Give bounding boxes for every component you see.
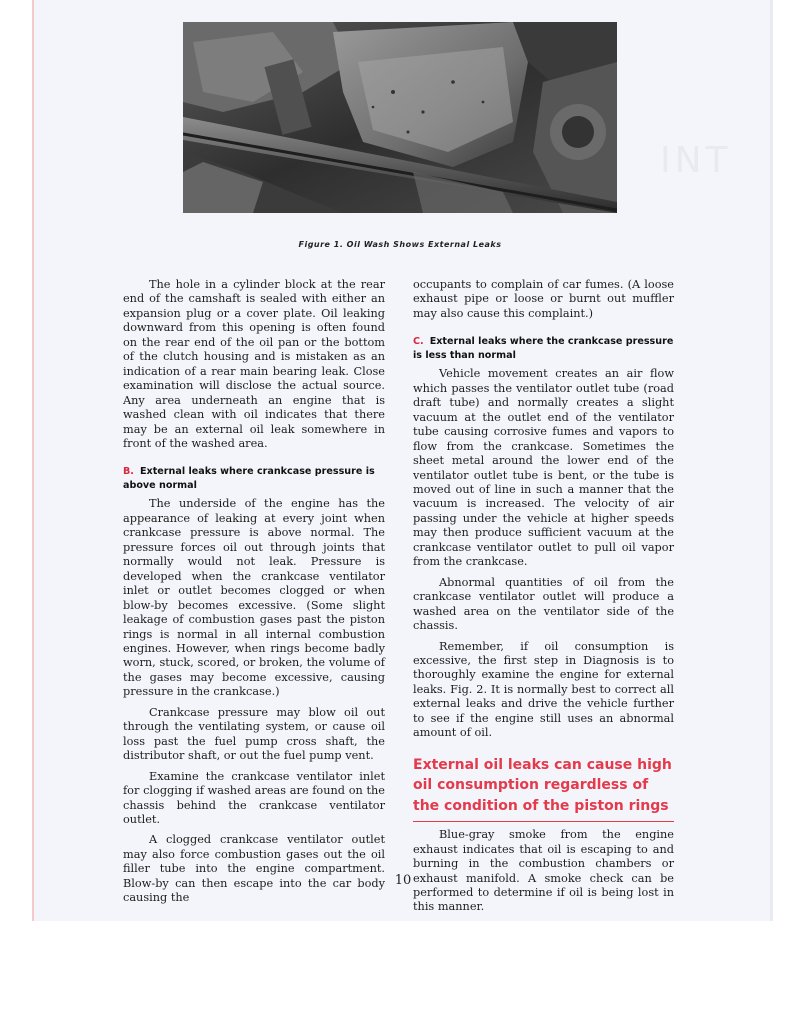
engine-oil-pan-photo	[183, 22, 617, 213]
feature-heading: External oil leaks can cause high oil consumption regardless of the condition of the piston rings	[413, 755, 674, 823]
section-heading-text: External leaks where crankcase pressure is above normal	[123, 466, 375, 492]
figure-caption: Figure 1. Oil Wash Shows External Leaks	[298, 240, 502, 249]
section-heading-text: External leaks where the crankcase pressure is less than normal	[413, 336, 674, 362]
left-column	[123, 278, 385, 912]
body-paragraph: Examine the crankcase ventilator inlet for clogging if washed areas are found on the chassis behind the crankcase ventilator outlet.	[123, 769, 385, 826]
body-paragraph: Blue-gray smoke from the engine exhaust indicates that oil is escaping to and burning in the combustion chambers or exhaust manifold. A smoke check can be performed to determine if oil is being lost in this manner.	[413, 828, 674, 914]
body-paragraph: occupants to complain of car fumes. (A loose exhaust pipe or loose or burnt out muffler may also cause this complaint.)	[413, 278, 674, 320]
section-b-heading	[123, 465, 385, 493]
body-paragraph: Remember, if oil consumption is excessive, the first step in Diagnosis is to thoroughly examine the engine for external leaks. Fig. 2. It is normally best to correct all external leaks and drive the vehicle further to see if the engine still uses an abnormal amount of oil.	[413, 639, 674, 740]
body-paragraph: Crankcase pressure may blow oil out through the ventilating system, or cause oil loss past the fuel pump cross shaft, the distributor shaft, or out the fuel pump vent.	[123, 705, 385, 763]
body-paragraph: The hole in a cylinder block at the rear end of the camshaft is sealed with either an expansion plug or a cover plate. Oil leaking downward from this opening is often found on the rear end of the oil pan or the bottom of the clutch housing and is mistaken as an indication of a rear main bearing leak. Close examination will disclose the actual source. Any area underneath an engine that is washed clean with oil indicates that there may be an external oil leak somewhere in front of the washed area.	[123, 278, 385, 450]
body-paragraph: A clogged crankcase ventilator outlet may also force combustion gases out the oil filler tube into the engine compartment. Blow-by can then escape into the car body causing the	[123, 833, 385, 905]
bleed-through-text: INT	[660, 140, 732, 181]
section-letter: B.	[123, 466, 134, 478]
section-c-heading	[413, 335, 674, 363]
section-letter: C.	[413, 336, 424, 348]
body-paragraph: Abnormal quantities of oil from the crankcase ventilator outlet will produce a washed area on the ventilator side of the chassis.	[413, 575, 674, 633]
body-paragraph: Vehicle movement creates an air flow which passes the ventilator outlet tube (road draft tube) and normally creates a slight vacuum at the outlet end of the ventilator tube causing corrosive fumes and vapors to flow from the crankcase. Sometimes the sheet metal around the lower end of the ventilator outlet tube is bent, or the tube is moved out of line in such a manner that the vacuum is increased. The velocity of air passing under the vehicle at higher speeds may then produce sufficient vacuum at the crankcase ventilator outlet to pull oil vapor from the crankcase.	[413, 367, 674, 569]
body-paragraph: The underside of the engine has the appearance of leaking at every joint when crankcase pressure is above normal. The pressure forces oil out through joints that normally would not leak. Pressure is developed when the crankcase ventilator inlet or outlet becomes clogged or when blow-by becomes excessive. (Some slight leakage of combustion gases past the piston rings is normal in all internal combustion engines. However, when rings become badly worn, stuck, scored, or broken, the volume of the gases may become excessive, causing pressure in the crankcase.)	[123, 497, 385, 699]
right-column	[413, 278, 674, 921]
page-number: 10	[394, 873, 412, 888]
page-edge	[770, 0, 773, 921]
